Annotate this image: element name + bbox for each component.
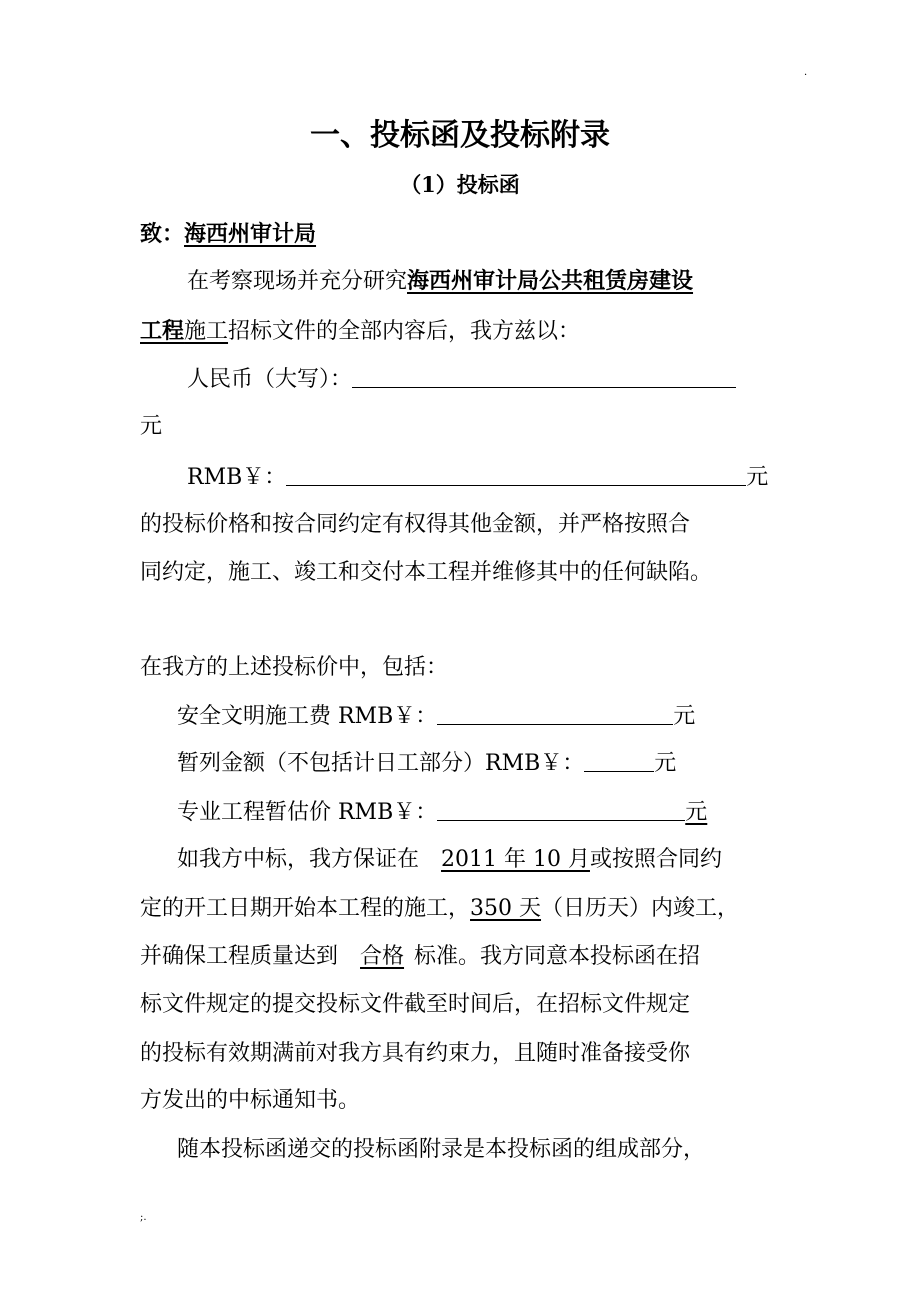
start-date: 2011 年 10 月 (441, 847, 590, 872)
duration: 350 天 (470, 896, 542, 921)
paragraph-3-line-5: 的投标有效期满前对我方具有约束力，且随时准备接受你 (140, 1041, 691, 1066)
safety-fee-blank[interactable] (437, 704, 673, 725)
paragraph-3-line-6: 方发出的中标通知书。 (140, 1088, 361, 1113)
para3-line3-lead: 并确保工程质量达到 (140, 944, 339, 969)
professional-estimate-line (177, 800, 707, 826)
paragraph-4-line-1: 随本投标函递交的投标函附录是本投标函的组成部分， (177, 1137, 706, 1162)
rmb-symbol-blank[interactable] (286, 465, 746, 486)
para3-after-date: 或按照合同约 (589, 847, 722, 872)
page-subtitle: （1）投标函 (400, 172, 520, 197)
para3-line3-tail: 标准。我方同意本投标函在招 (414, 944, 701, 969)
paragraph-3-line-2 (140, 896, 739, 922)
paragraph-3-line-4: 标文件规定的提交投标文件截至时间后，在招标文件规定 (140, 992, 691, 1017)
professional-estimate-label: 专业工程暂估价 RMB￥： (177, 800, 438, 825)
para3-lead: 如我方中标，我方保证在 (177, 847, 420, 872)
construction-word: 施工 (184, 319, 229, 344)
corner-mark-top: · (804, 70, 808, 81)
includes-line: 在我方的上述投标价中，包括： (140, 655, 449, 680)
paragraph-3-line-1 (177, 847, 722, 873)
rmb-capital-unit: 元 (140, 414, 163, 439)
rmb-capital-line (187, 367, 736, 393)
quality-standard: 合格 (360, 944, 405, 969)
paragraph-2-line-1: 的投标价格和按合同约定有权得其他金额，并严格按照合 (140, 512, 691, 537)
safety-fee-line (177, 704, 695, 730)
para3-line2-tail: （日历天）内竣工， (541, 896, 740, 921)
to-label: 致： (140, 221, 185, 247)
professional-estimate-blank[interactable] (437, 800, 685, 821)
page-title: 一、投标函及投标附录 (310, 118, 610, 153)
rmb-capital-blank[interactable] (352, 367, 736, 388)
rmb-symbol-line (187, 465, 768, 491)
corner-mark-bottom: ;. (140, 1212, 147, 1223)
provisional-sum-label: 暂列金额（不包括计日工部分）RMB￥： (177, 751, 585, 776)
rmb-symbol-unit: 元 (746, 465, 769, 490)
paragraph-1-line-2 (140, 318, 580, 345)
recipient-name: 海西州审计局 (184, 221, 317, 247)
provisional-sum-line (177, 751, 676, 777)
paragraph-3-line-3 (140, 944, 700, 970)
para3-line2-lead: 定的开工日期开始本工程的施工， (140, 896, 471, 921)
para1-lead: 在考察现场并充分研究 (187, 269, 408, 294)
para1-tail: 招标文件的全部内容后，我方兹以： (228, 319, 581, 344)
paragraph-1-line-1 (187, 268, 693, 295)
project-name-part1: 海西州审计局公共租赁房建设 (407, 268, 694, 294)
professional-estimate-unit: 元 (685, 800, 708, 825)
rmb-symbol-label: RMB￥： (187, 465, 287, 490)
paragraph-2-line-2: 同约定，施工、竣工和交付本工程并维修其中的任何缺陷。 (140, 560, 713, 585)
safety-fee-unit: 元 (673, 704, 696, 729)
provisional-sum-unit: 元 (654, 751, 677, 776)
provisional-sum-blank[interactable] (584, 751, 654, 772)
safety-fee-label: 安全文明施工费 RMB￥： (177, 704, 438, 729)
project-name-part2: 工程 (140, 318, 185, 344)
rmb-capital-label: 人民币（大写）： (187, 367, 353, 392)
recipient-line (140, 221, 316, 247)
